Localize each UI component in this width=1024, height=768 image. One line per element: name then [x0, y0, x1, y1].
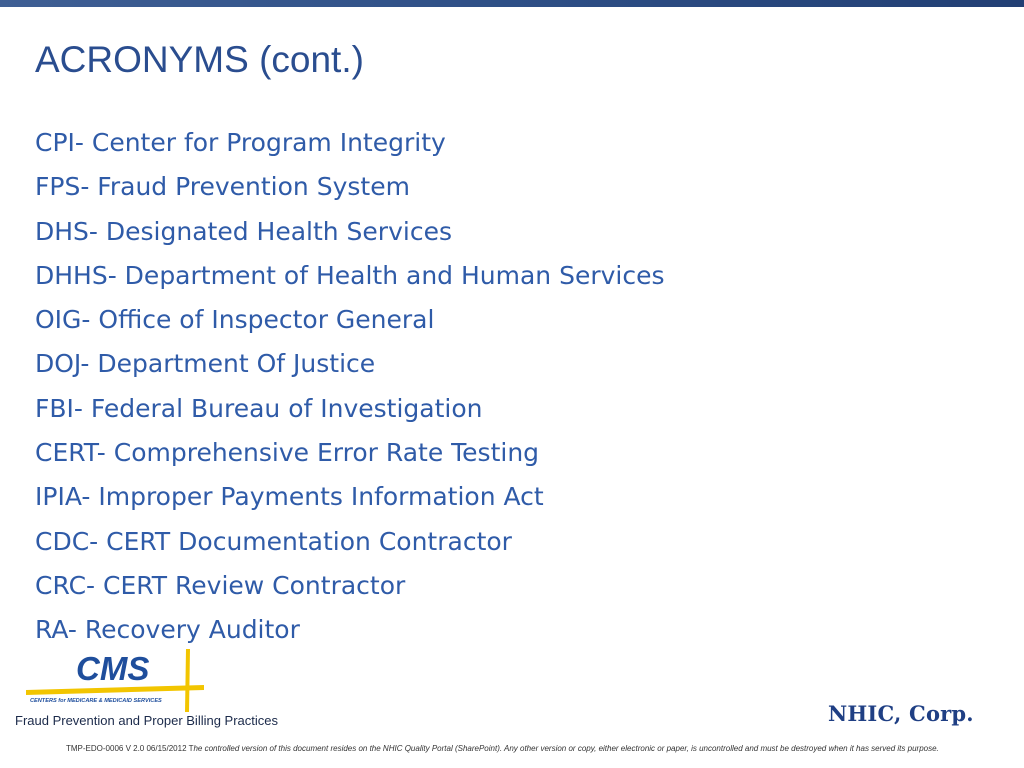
- controlled-version-notice: he controlled version of this document resides on the NHIC Quality Portal (SharePoint). Any other version or copy, either electronic or paper, is uncontrolled and must be destroyed when it has served its purpose.: [193, 744, 939, 753]
- nhic-logo: NHIC, Corp.: [828, 701, 974, 726]
- cms-logo-subtitle: CENTERS for MEDICARE & MEDICAID SERVICES: [30, 698, 162, 704]
- acronym-item: CPI- Center for Program Integrity: [35, 128, 446, 157]
- footer-legal-notice: [22, 742, 962, 756]
- acronym-item: FBI- Federal Bureau of Investigation: [35, 393, 483, 423]
- footer-caption: Fraud Prevention and Proper Billing Practices: [15, 713, 279, 728]
- cms-logo: [22, 646, 204, 714]
- slide-title: ACRONYMS (cont.): [35, 39, 364, 80]
- cms-logo-graphic: [22, 646, 204, 714]
- acronym-item: CDC- CERT Documentation Contractor: [35, 526, 512, 556]
- cms-logo-gold-stroke: [185, 649, 190, 712]
- acronym-item: OIG- Office of Inspector General: [35, 305, 435, 335]
- top-accent-bar: [0, 0, 1024, 7]
- cms-logo-wordmark: CMS: [76, 650, 150, 687]
- acronym-item: IPIA- Improper Payments Information Act: [35, 482, 544, 512]
- acronym-item: DHS- Designated Health Services: [35, 216, 452, 246]
- acronym-item: CERT- Comprehensive Error Rate Testing: [35, 438, 540, 468]
- acronym-list: [35, 121, 665, 653]
- acronym-item: FPS- Fraud Prevention System: [35, 172, 410, 202]
- acronym-item: CRC- CERT Review Contractor: [35, 570, 406, 600]
- acronym-item: RA- Recovery Auditor: [35, 615, 300, 645]
- acronym-item: DOJ- Department Of Justice: [35, 349, 376, 379]
- document-id: TMP-EDO-0006 V 2.0 06/15/2012 T: [66, 744, 194, 753]
- acronym-item: DHHS- Department of Health and Human Services: [35, 260, 665, 290]
